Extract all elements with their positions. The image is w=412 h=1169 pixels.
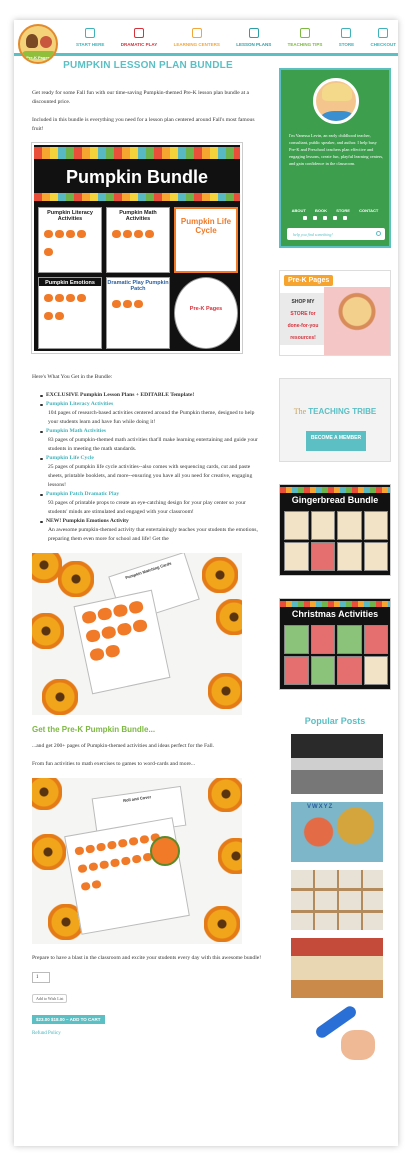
list-item-desc: An awesome pumpkin-themed activity that entertainingly teaches your students the emotions, preparing them even more for school and life! Get the	[48, 527, 258, 542]
tile-life-cycle: Pumpkin Life Cycle	[174, 207, 238, 273]
subheading: Get the Pre-K Pumpkin Bundle...	[32, 725, 156, 734]
become-member-button[interactable]: BECOME A MEMBER	[306, 431, 366, 451]
pumpkin-matching-photo	[32, 553, 242, 715]
list-item-link[interactable]: Pumpkin Literacy Activities	[40, 400, 264, 409]
intro-paragraph-2: Included in this bundle is everything you need for a lesson plan centered around Fall's most famous fruit!	[32, 117, 255, 132]
intro-paragraph-1: Get ready for some Fall fun with our time-saving Pumpkin-themed Pre-K lesson plan bundle at a discounted price.	[32, 90, 250, 105]
main-nav	[76, 26, 396, 54]
nav-store[interactable]: STORE	[339, 26, 354, 54]
list-item-desc: 104 pages of research-based activities centered around the Pumpkin theme, designed to help your students learn and have fun while doing it!	[48, 410, 255, 425]
home-icon	[85, 28, 95, 38]
tile-emotions: Pumpkin Emotions	[38, 277, 102, 349]
tile-math: Pumpkin Math Activities	[106, 207, 170, 273]
popular-post-thumbnail[interactable]	[291, 870, 383, 930]
avatar	[313, 78, 359, 124]
popular-post-thumbnail[interactable]	[291, 734, 383, 794]
list-item: NEW! Pumpkin Emotions Activity	[40, 517, 264, 526]
bundle-title: Pumpkin Bundle	[65, 167, 208, 187]
nav-lesson-plans[interactable]: LESSON PLANS	[236, 26, 271, 54]
chevron-banner	[34, 193, 240, 201]
sidebar-link-contact[interactable]: CONTACT	[359, 208, 379, 213]
search-icon[interactable]	[376, 231, 381, 236]
sidebar	[279, 68, 391, 1074]
store-ad[interactable]	[279, 270, 391, 356]
sidebar-link-book[interactable]: BOOK	[315, 208, 328, 213]
paragraph: ...and get 200+ pages of Pumpkin-themed activities and ideas perfect for the Fall.	[32, 743, 215, 749]
bundle-items-list	[40, 391, 264, 544]
refund-policy-link[interactable]: Refund Policy	[32, 1031, 61, 1036]
list-item-desc: 93 pages of printable props to create an eye-catching design for your play center so your students' minds are stimulated and engaged with your classroom!	[48, 500, 246, 515]
list-item-desc: 83 pages of pumpkin-themed math activities that'll make learning entertaining and guide your students in meeting the math standards.	[48, 437, 258, 452]
nav-teaching-tips[interactable]: TEACHING TIPS	[288, 26, 323, 54]
list-item: EXCLUSIVE Pumpkin Lesson Plans + EDITABLE Template!	[40, 391, 264, 400]
ad-title: Gingerbread Bundle	[291, 495, 379, 505]
store-icon	[134, 28, 144, 38]
ad-photo	[324, 287, 390, 356]
card: Roll and Cover	[92, 786, 187, 838]
book-icon	[249, 28, 259, 38]
ad-heading: The TEACHING TRIBE	[293, 407, 377, 416]
tile-logo: Pre-K Pages	[174, 277, 238, 349]
ad-grid	[284, 625, 388, 685]
site-logo[interactable]	[18, 24, 58, 64]
nav-start-here[interactable]: START HERE	[76, 26, 104, 54]
ad-tag: Pre-K Pages	[284, 275, 333, 286]
whats-in-heading: Here's What You Get in the Bundle:	[32, 374, 113, 380]
chevron-banner	[34, 147, 240, 159]
ad-grid	[284, 511, 388, 571]
lightbulb-icon	[300, 28, 310, 38]
card: Pumpkin Matching Cards	[108, 553, 200, 624]
closing-paragraph: Prepare to have a blast in the classroom and excite your students every day with this awesome bundle!	[32, 955, 262, 961]
nav-learning-centers[interactable]: LEARNING CENTERS	[174, 26, 220, 54]
post-label: VWXYZ	[307, 804, 334, 810]
tile-dramatic-play: Dramatic Play Pumpkin Patch	[106, 277, 170, 349]
nav-dramatic-play[interactable]: DRAMATIC PLAY	[121, 26, 158, 54]
popular-post-thumbnail[interactable]	[291, 1006, 383, 1066]
tile-literacy: Pumpkin Literacy Activities	[38, 207, 102, 273]
search-input[interactable]: help you find something!	[287, 228, 385, 240]
social-icons	[303, 216, 347, 220]
about-widget	[279, 68, 391, 248]
nav-checkout[interactable]: CHECKOUT	[370, 26, 396, 54]
pinterest-icon[interactable]	[323, 216, 327, 220]
checkout-icon	[378, 28, 388, 38]
ad-text-block: SHOP MY STORE for done-for-you resources!	[280, 293, 326, 345]
page-title: PUMPKIN LESSON PLAN BUNDLE	[63, 60, 233, 71]
pumpkin-roll-photo	[32, 778, 242, 944]
teaching-tribe-ad[interactable]	[279, 378, 391, 462]
cart-icon	[341, 28, 351, 38]
youtube-icon[interactable]	[333, 216, 337, 220]
list-item-link[interactable]: Pumpkin Math Activities	[40, 427, 264, 436]
bundle-image	[32, 143, 242, 353]
author-bio: I'm Vanessa Levin, an early childhood teacher, consultant, public speaker, and author. I help busy Pre-K and Preschool teachers plan effective and engaging lessons, create fun, playful learning centers, and gain confidence in the classroom.	[289, 133, 384, 166]
twitter-icon[interactable]	[343, 216, 347, 220]
christmas-ad[interactable]	[279, 598, 391, 690]
sidebar-link-store[interactable]: STORE	[336, 208, 350, 213]
popular-post-thumbnail[interactable]	[291, 938, 383, 998]
main-content	[32, 60, 264, 1036]
pumpkin-spinner	[150, 836, 180, 866]
facebook-icon[interactable]	[313, 216, 317, 220]
add-to-wishlist-button[interactable]: Add to Wish List	[32, 994, 67, 1003]
quantity-input[interactable]: 1	[32, 972, 50, 983]
card	[64, 817, 190, 935]
list-item-desc: 25 pages of pumpkin life cycle activities--also comes with sequencing cards, cut and paste sheets, printable booklets, and more--ensuring you have all you need for creative, engaging lessons!	[48, 464, 253, 488]
ad-title: Christmas Activities	[291, 609, 379, 619]
sidebar-link-about[interactable]: ABOUT	[291, 208, 306, 213]
popular-posts-heading: Popular Posts	[304, 716, 366, 726]
instagram-icon[interactable]	[303, 216, 307, 220]
list-item-link[interactable]: Pumpkin Patch Dramatic Play	[40, 490, 264, 499]
page-frame	[14, 20, 398, 1146]
logo-text: Pre-K Pages	[26, 55, 50, 60]
add-to-cart-button[interactable]: $23.00 $18.00 – ADD TO CART	[32, 1015, 105, 1024]
blocks-icon	[192, 28, 202, 38]
gingerbread-ad[interactable]	[279, 484, 391, 576]
popular-post-thumbnail[interactable]	[291, 802, 383, 862]
paragraph: From fun activities to math exercises to games to word-cards and more...	[32, 761, 196, 767]
sidebar-links	[287, 208, 383, 213]
site-header	[14, 20, 398, 60]
list-item-link[interactable]: Pumpkin Life Cycle	[40, 454, 264, 463]
